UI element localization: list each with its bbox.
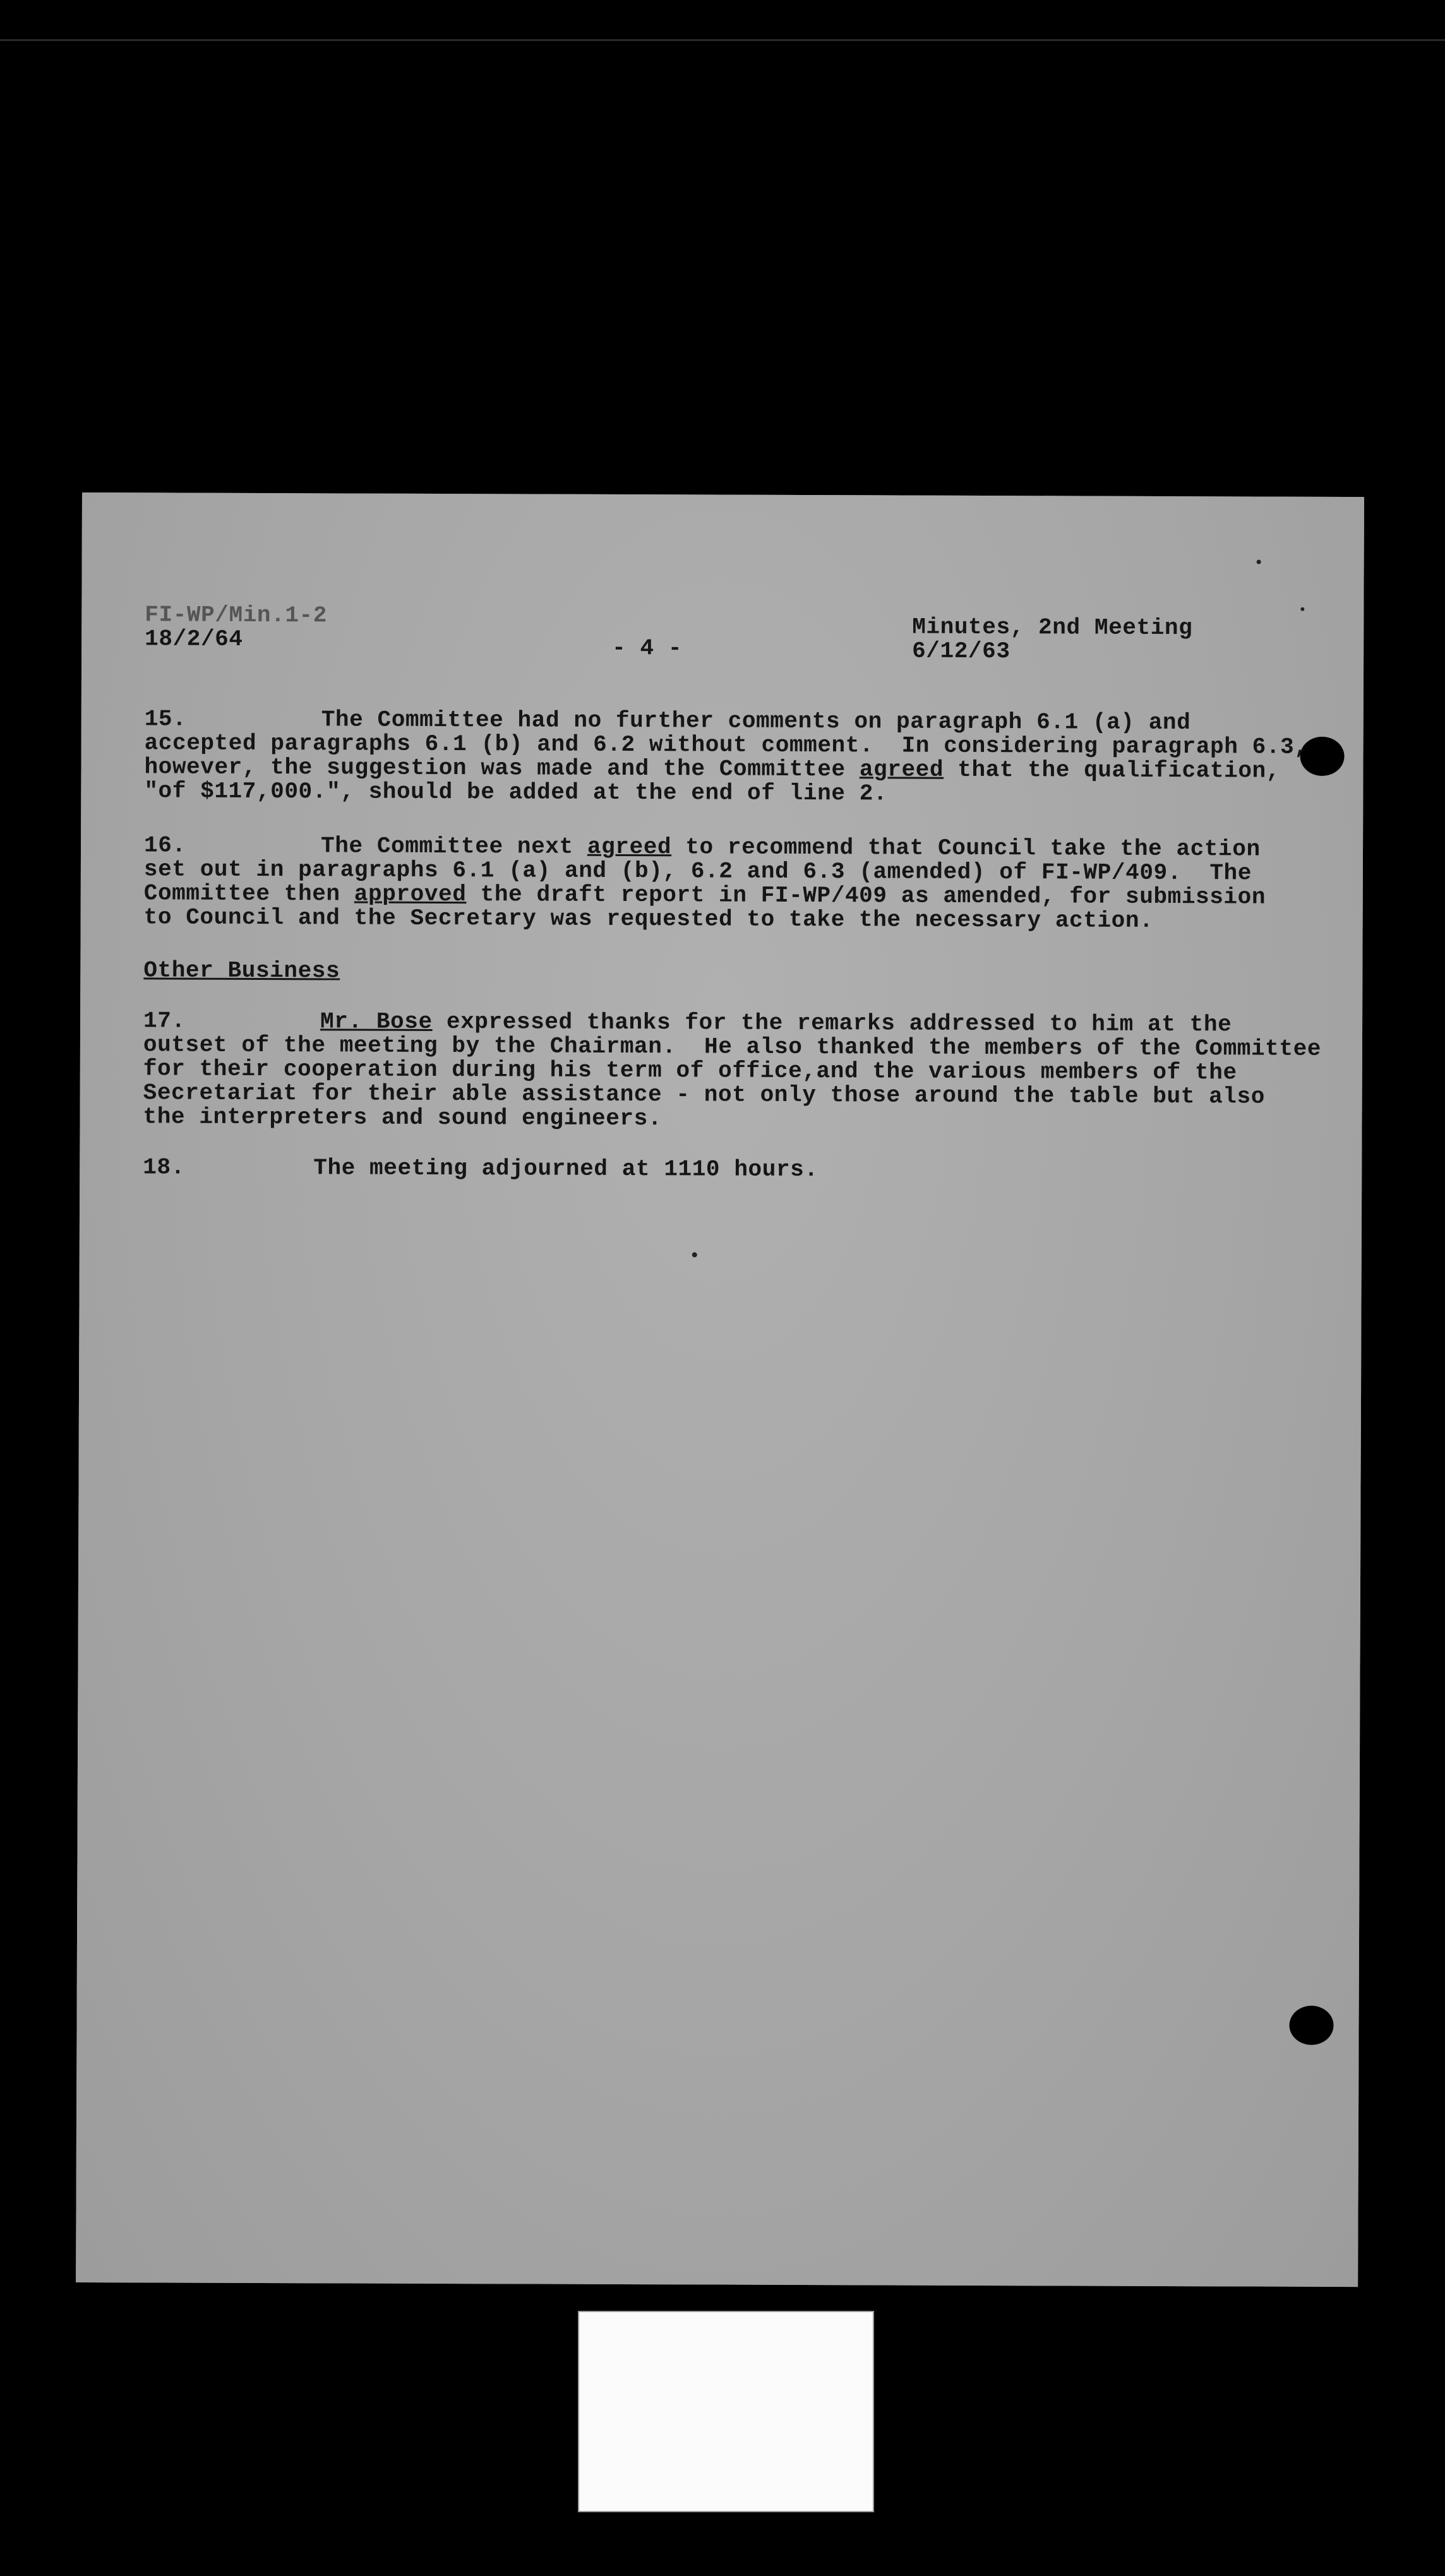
page-number: - 4 - [612, 635, 683, 662]
paragraph-16-text: the draft report in FI-WP/409 as amended, for submission [466, 881, 1266, 910]
paragraph-17-line: Secretariat for their able assistance - not only those around the table but also [143, 1080, 1266, 1110]
paragraph-15-line: accepted paragraphs 6.1 (b) and 6.2 without comment. In considering paragraph 6.3, [144, 730, 1309, 760]
paragraph-15-text: that the qualification, [944, 756, 1281, 784]
paragraph-17-line: the interpreters and sound engineers. [143, 1104, 663, 1132]
document-reference: FI-WP/Min.1-2 [145, 602, 328, 629]
underlined-approved: approved [354, 881, 467, 908]
paragraph-15-text: however, the suggestion was made and the Committee [144, 754, 860, 783]
paragraph-number: 17. [143, 1008, 186, 1034]
paragraph-16-line: set out in paragraphs 6.1 (a) and (b), 6.2 and 6.3 (amended) of FI-WP/409. The [143, 856, 1252, 886]
paragraph-16-text: Committee then [143, 880, 354, 907]
underlined-agreed: agreed [587, 833, 672, 861]
section-heading: Other Business [143, 957, 340, 984]
paragraph-number: 15. [144, 706, 187, 732]
paragraph-number: 18. [143, 1154, 185, 1181]
meeting-date: 6/12/63 [912, 638, 1010, 665]
underlined-agreed: agreed [859, 756, 944, 783]
scan-line [0, 39, 1445, 41]
paragraph-16-line: to Council and the Secretary was requested to take the necessary action. [143, 904, 1154, 934]
paragraph-17-line: for their cooperation during his term of office,and the various members of the [143, 1056, 1237, 1086]
underlined-name: Mr. Bose [320, 1008, 433, 1035]
paragraph-16-text: The Committee next [320, 833, 587, 860]
paragraph-17-text: expressed thanks for the remarks addressed to him at the [432, 1008, 1232, 1038]
ink-speck [692, 1252, 697, 1257]
paragraph-17-line: outset of the meeting by the Chairman. He also thanked the members of the Committee [143, 1032, 1322, 1062]
paragraph-18-line: The meeting adjourned at 1110 hours. [313, 1155, 818, 1183]
paragraph-15-line: "of $117,000.", should be added at the end of line 2. [144, 778, 888, 807]
paragraph-16-text: to recommend that Council take the action [671, 834, 1261, 862]
paragraph-number: 16. [143, 832, 186, 859]
paragraph-15-line: The Committee had no further comments on paragraph 6.1 (a) and [321, 707, 1191, 736]
meeting-title: Minutes, 2nd Meeting [912, 614, 1193, 641]
document-page [76, 492, 1364, 2287]
blank-card [578, 2311, 874, 2512]
punch-hole [1289, 2006, 1333, 2045]
document-date: 18/2/64 [145, 626, 243, 652]
ink-speck [1257, 559, 1261, 564]
ink-speck [1300, 607, 1304, 611]
